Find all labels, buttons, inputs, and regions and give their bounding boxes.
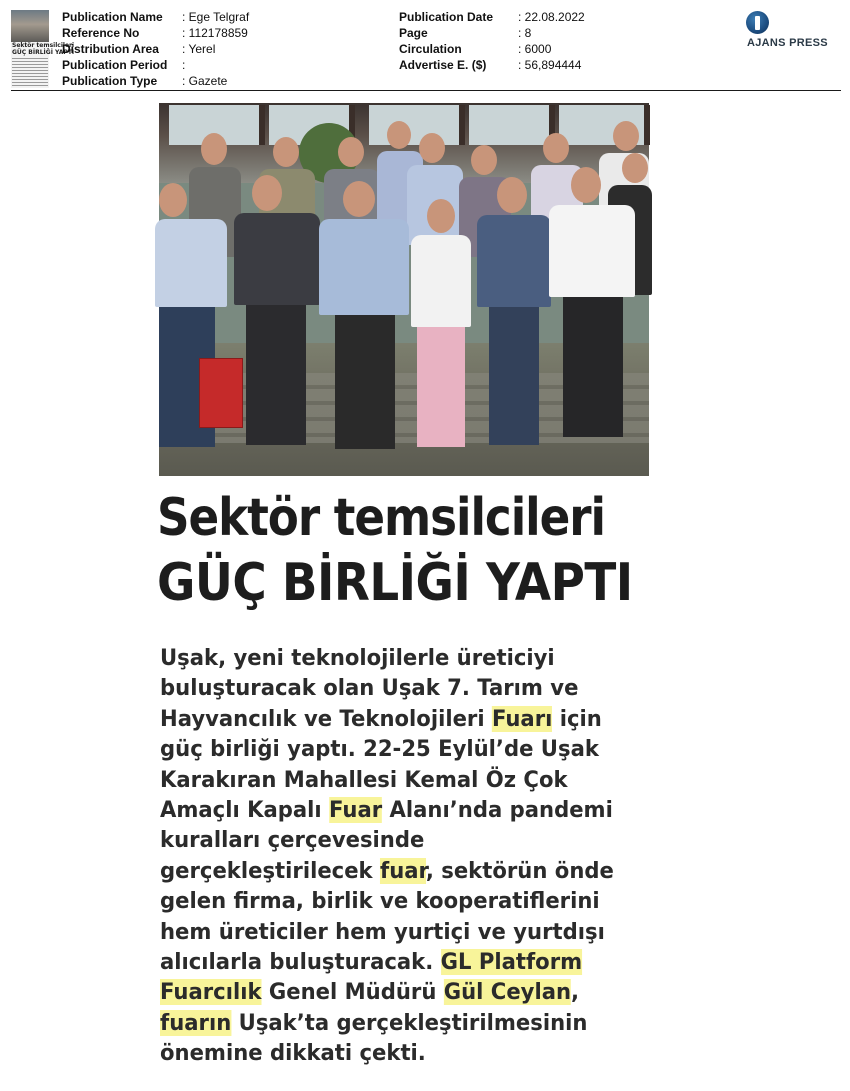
body-text-segment: alıcılarla buluşturacak. xyxy=(160,948,441,975)
body-text-segment: , xyxy=(571,979,580,1006)
body-text-segment: Hayvancılık ve Teknolojileri xyxy=(160,705,492,732)
body-line xyxy=(160,795,611,825)
meta-left-values xyxy=(182,9,249,89)
body-text-segment: gelen firma, birlik ve kooperatiflerini xyxy=(160,888,600,915)
article-body xyxy=(160,643,640,1068)
photo-window xyxy=(469,105,555,145)
headline-line-1: Sektör temsilcileri xyxy=(157,488,606,548)
body-line xyxy=(160,704,611,734)
body-line xyxy=(160,643,611,673)
body-line xyxy=(160,977,611,1007)
meta-label: Publication Type xyxy=(62,74,158,88)
body-text-segment: kuralları çerçevesinde xyxy=(160,827,425,854)
body-line xyxy=(160,886,611,916)
meta-value: : 112178859 xyxy=(182,26,248,40)
body-line xyxy=(160,765,611,795)
body-line xyxy=(160,1008,611,1038)
body-text-segment: gerçekleştirilecek xyxy=(160,857,380,884)
highlighted-keyword: fuarın xyxy=(160,1009,232,1036)
highlighted-keyword: Gül Ceylan xyxy=(443,979,572,1006)
brand-name: AJANS PRESS xyxy=(747,37,828,49)
highlighted-keyword: GL Platform xyxy=(440,948,583,975)
meta-value: : Gazete xyxy=(182,74,228,88)
meta-value: : 22.08.2022 xyxy=(518,10,585,24)
body-text-segment: buluşturacak olan Uşak 7. Tarım ve xyxy=(160,675,579,702)
meta-label: Circulation xyxy=(399,42,462,56)
meta-label: Page xyxy=(399,26,428,40)
body-line xyxy=(160,825,611,855)
headline-line-2: GÜÇ BİRLİĞİ YAPTI xyxy=(157,553,633,613)
body-line xyxy=(160,947,611,977)
body-text-segment: , sektörün önde xyxy=(425,857,614,884)
globe-icon xyxy=(746,11,769,34)
thumbnail-caption-1: Sektör temsilcileri xyxy=(12,42,75,49)
page-thumbnail[interactable] xyxy=(11,10,75,88)
meta-label: Publication Date xyxy=(399,10,494,24)
meta-label: Distribution Area xyxy=(62,42,159,56)
body-text-segment: güç birliği yaptı. 22-25 Eylül’de Uşak xyxy=(160,736,599,763)
highlighted-keyword: Fuarcılık xyxy=(160,979,262,1006)
photo-window xyxy=(369,105,465,145)
body-text-segment: Alanı’nda pandemi xyxy=(382,796,613,823)
thumbnail-caption-2: GÜÇ BİRLİĞİ YAPTI xyxy=(12,49,75,56)
meta-value: : 6000 xyxy=(518,42,552,56)
body-text-segment: için xyxy=(552,705,602,732)
highlighted-keyword: Fuarı xyxy=(491,705,553,732)
meta-right-values xyxy=(518,9,585,73)
body-text-segment: Amaçlı Kapalı xyxy=(160,796,330,823)
meta-value: : 8 xyxy=(518,26,532,40)
meta-label: Reference No xyxy=(62,26,140,40)
highlighted-keyword: Fuar xyxy=(329,796,383,823)
body-line xyxy=(160,673,611,703)
meta-label: Publication Period xyxy=(62,58,168,72)
gift-bag xyxy=(199,358,243,428)
body-line xyxy=(160,734,611,764)
body-text-segment: Genel Müdürü xyxy=(261,979,444,1006)
meta-value: : 56,894444 xyxy=(518,58,582,72)
meta-left-labels xyxy=(62,9,167,89)
meta-label: Publication Name xyxy=(62,10,163,24)
article-photo xyxy=(159,103,649,476)
meta-value: : Yerel xyxy=(182,42,216,56)
meta-value: : xyxy=(182,58,186,72)
header-divider xyxy=(11,90,841,91)
meta-right-labels xyxy=(399,9,493,73)
thumbnail-photo xyxy=(11,10,49,42)
meta-value: : Ege Telgraf xyxy=(182,10,250,24)
body-text-segment: hem üreticiler hem yurtiçi ve yurtdışı xyxy=(160,918,605,945)
body-text-segment: Karakıran Mahallesi Kemal Öz Çok xyxy=(160,766,568,793)
highlighted-keyword: fuar xyxy=(379,857,426,884)
body-line xyxy=(160,1038,611,1068)
body-text-segment: Uşak, yeni teknolojilerle üreticiyi xyxy=(160,645,555,671)
body-line xyxy=(160,917,611,947)
body-line xyxy=(160,856,614,886)
ajans-press-logo xyxy=(746,10,841,50)
meta-label: Advertise E. ($) xyxy=(399,58,487,72)
body-text-segment: önemine dikkati çekti. xyxy=(160,1040,426,1067)
thumbnail-text-lines xyxy=(12,58,48,86)
body-text-segment: Uşak’ta gerçekleştirilmesinin xyxy=(231,1009,588,1036)
